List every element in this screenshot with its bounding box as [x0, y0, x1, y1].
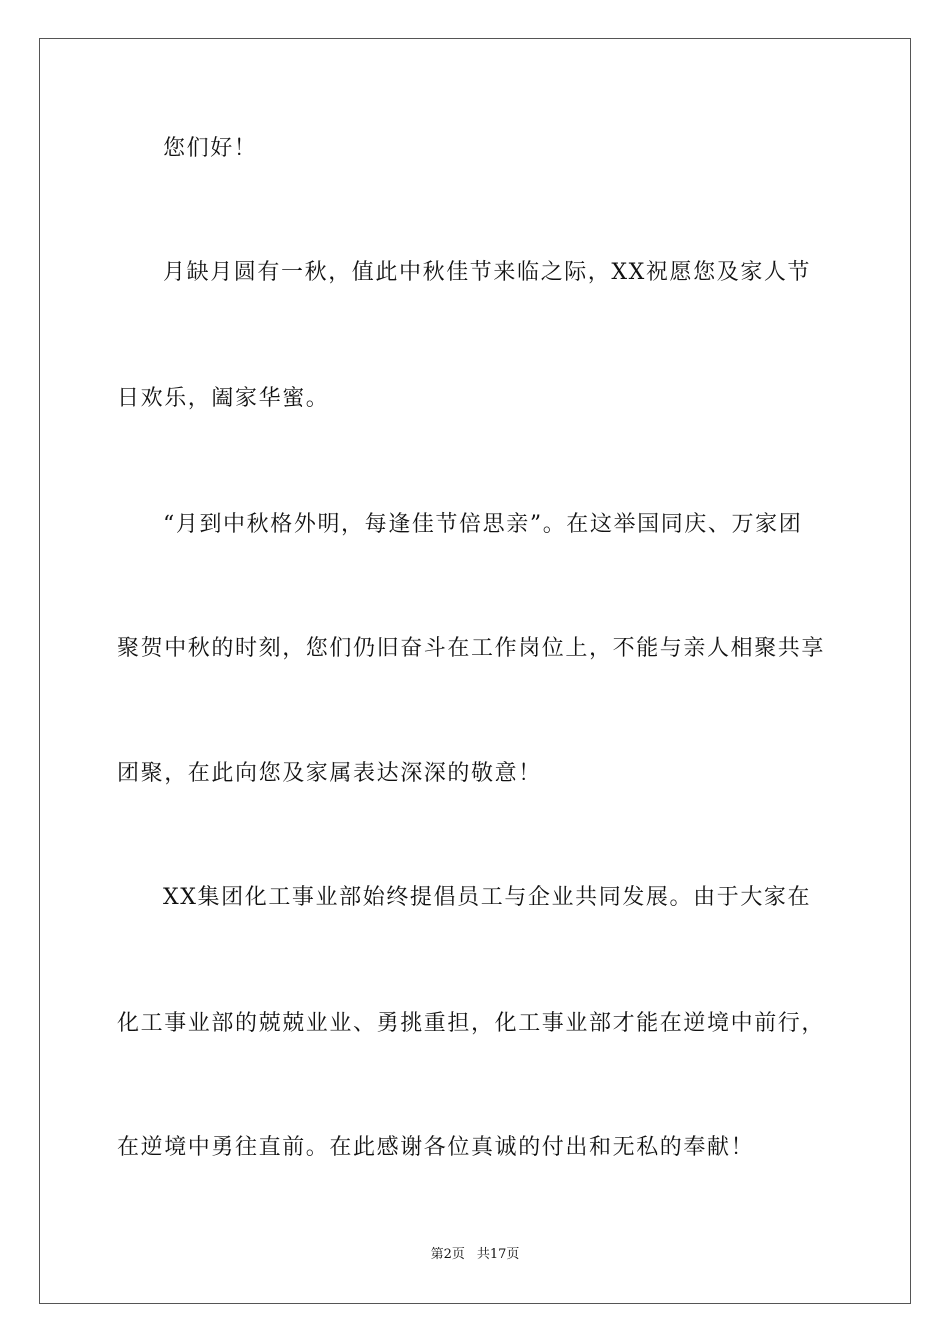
greeting-line: 您们好！	[163, 136, 258, 161]
paragraph-1-line-1: 月缺月圆有一秋，值此中秋佳节来临之际，XX祝愿您及家人节	[163, 260, 812, 285]
paragraph-1-line-2: 日欢乐，阖家华蜜。	[117, 386, 330, 411]
page-total: 共17页	[476, 1247, 520, 1262]
paragraph-3-line-3: 在逆境中勇往直前。在此感谢各位真诚的付出和无私的奉献！	[117, 1135, 755, 1160]
paragraph-2-line-1: “月到中秋格外明，每逢佳节倍思亲”。在这举国同庆、万家团	[163, 512, 803, 537]
page-border	[39, 38, 911, 1304]
paragraph-2-line-3: 团聚，在此向您及家属表达深深的敬意！	[117, 761, 542, 786]
paragraph-3-line-1: XX集团化工事业部始终提倡员工与企业共同发展。由于大家在	[163, 885, 812, 910]
paragraph-3-line-2: 化工事业部的兢兢业业、勇挑重担，化工事业部才能在逆境中前行，	[117, 1011, 826, 1036]
paragraph-2-line-2: 聚贺中秋的时刻，您们仍旧奋斗在工作岗位上，不能与亲人相聚共享	[117, 636, 826, 661]
page-footer	[0, 1246, 950, 1264]
page-number: 第2页	[430, 1247, 465, 1262]
